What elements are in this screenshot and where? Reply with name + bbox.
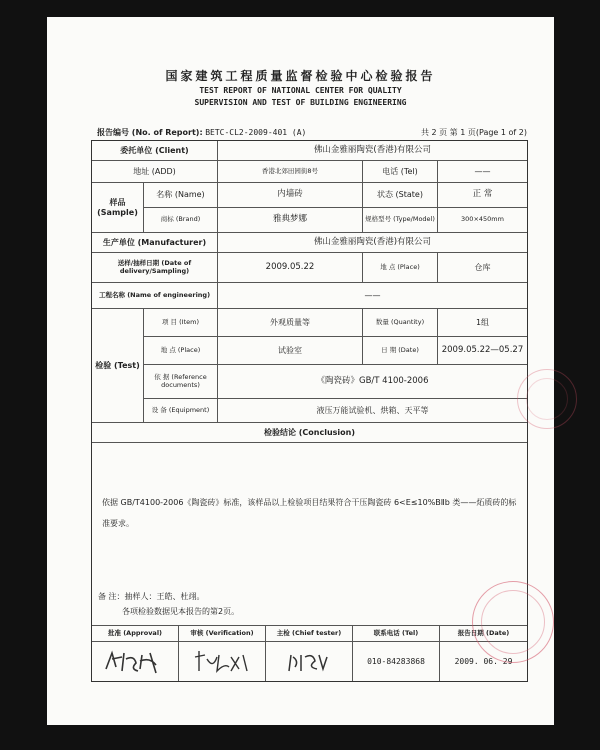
report-number-value: BETC-CL2-2009-401 (A) [205,128,307,137]
title-english-line2: SUPERVISION AND TEST OF BUILDING ENGINEERING [194,98,407,107]
remarks [98,589,239,619]
address-value: 香港北郊田园街8号 [218,161,363,183]
title-english-line1: TEST REPORT OF NATIONAL CENTER FOR QUALITY [199,86,402,95]
verification-signature-cell [179,642,266,681]
place-label: 地 点 (Place) [363,253,438,283]
conclusion-heading: 检验结论 (Conclusion) [92,423,527,443]
manufacturer-label: 生产单位 (Manufacturer) [92,233,218,253]
tel-value: —— [438,161,527,183]
name-label: 名称 (Name) [144,183,218,208]
state-label: 状态 (State) [363,183,438,208]
contact-tel-label: 联系电话 (Tel) [353,625,440,642]
approval-signature-cell [92,642,179,681]
report-date-label: 报告日期 (Date) [440,625,527,642]
test-date-label: 日 期 (Date) [363,337,438,365]
type-value: 300×450mm [438,208,527,233]
title-chinese: 国家建筑工程质量监督检验中心检验报告 [165,69,436,83]
item-value: 外观质量等 [218,309,363,337]
verification-label: 审核 (Verification) [179,625,266,642]
type-label: 规格型号 (Type/Model) [363,208,438,233]
report-number-label: 报告编号 (No. of Report): [97,128,203,137]
seal-stamp [472,581,554,663]
client-value: 佛山金雅丽陶瓷(香港)有限公司 [218,141,527,161]
delivery-date-label: 送样/抽样日期 (Date of delivery/Sampling) [92,253,218,283]
brand-value: 雅典梦娜 [218,208,363,233]
approval-signature [100,647,170,677]
equipment-label: 设 备 (Equipment) [144,399,218,423]
remarks-line-2: 各项检验数据见本报告的第2页。 [122,607,240,617]
test-label: 检验 (Test) [92,309,144,423]
conclusion-text: 依据 GB/T4100-2006《陶瓷砖》标准，该样品以上检验项目结果符合干压陶瓷砖 6<E≤10%BⅡb 类——炻质砖的标准要求。 [102,498,517,528]
report-form [91,140,528,682]
quantity-label: 数量 (Quantity) [363,309,438,337]
approval-label: 批准 (Approval) [92,625,179,642]
report-page [47,17,554,725]
chief-tester-signature-cell [266,642,353,681]
state-value: 正 常 [438,183,527,208]
sample-label: 样品 (Sample) [92,183,144,233]
chief-tester-label: 主检 (Chief tester) [266,625,353,642]
reference-label: 依 据 (Reference documents) [144,365,218,399]
page-count: 共 2 页 第 1 页(Page 1 of 2) [420,128,527,137]
quantity-value: 1组 [438,309,527,337]
seal-stamp-faint [517,369,577,429]
place-value: 仓库 [438,253,527,283]
contact-tel-value: 010-84283868 [353,642,440,681]
verification-signature [187,647,257,677]
delivery-date-value: 2009.05.22 [218,253,363,283]
test-place-label: 地 点 (Place) [144,337,218,365]
manufacturer-value: 佛山金雅丽陶瓷(香港)有限公司 [218,233,527,253]
chief-tester-signature [279,647,339,677]
reference-value: 《陶瓷砖》GB/T 4100-2006 [218,365,527,399]
engineering-name-label: 工程名称 (Name of engineering) [92,283,218,309]
equipment-value: 液压万能试验机、烘箱、天平等 [218,399,527,423]
client-label: 委托单位 (Client) [92,141,218,161]
item-label: 项 目 (Item) [144,309,218,337]
test-date-value: 2009.05.22—05.27 [438,337,527,365]
name-value: 内墙砖 [218,183,363,208]
remarks-line-1: 备 注：抽样人：王皓、杜翊。 [98,592,205,601]
report-number-line [97,127,527,138]
brand-label: 商标 (Brand) [144,208,218,233]
test-place-value: 试验室 [218,337,363,365]
engineering-name-value: —— [218,283,527,309]
address-label: 地址 (ADD) [92,161,218,183]
report-date-value: 2009. 06. 29 [454,656,513,666]
tel-label: 电话 (Tel) [363,161,438,183]
